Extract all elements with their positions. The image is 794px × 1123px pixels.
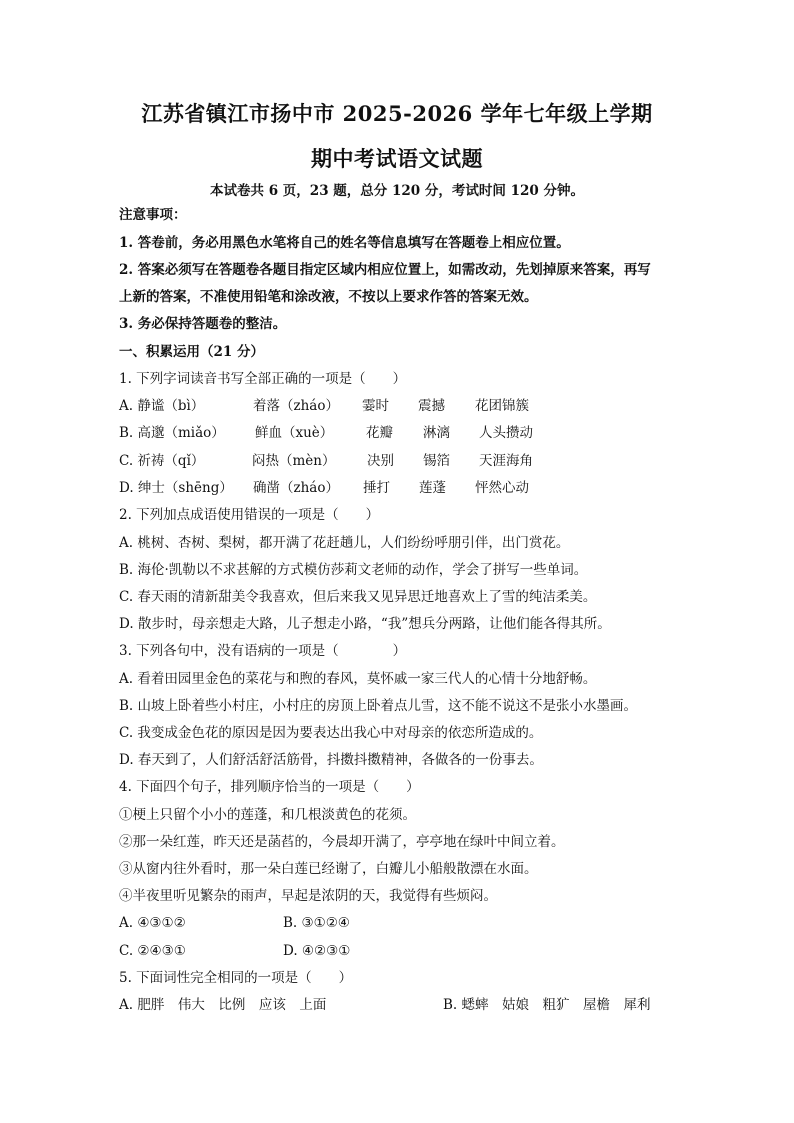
q1-a-word4: 震撼: [418, 398, 445, 414]
notice-item-2-line2: 上新的答案，不准使用铅笔和涂改液，不按以上要求作答的答案无效。: [119, 289, 538, 305]
q5-stem: 5. 下面词性完全相同的一项是（ ）: [119, 970, 353, 986]
q3-stem: 3. 下列各句中，没有语病的一项是（ ）: [119, 643, 407, 659]
q1-b-label: B. 高邈（miǎo）: [119, 425, 225, 441]
q3-option-c: C. 我变成金色花的原因是因为要表达出我心中对母亲的依恋所造成的。: [119, 725, 543, 741]
q4-sentence-1: ①梗上只留个小小的莲蓬，和几根淡黄色的花须。: [119, 807, 416, 823]
q1-d-label: D. 绅士（shēng）: [119, 480, 233, 496]
section-1-heading: 一、积累运用（21 分）: [119, 344, 264, 360]
q1-c-word5: 天涯海角: [479, 453, 533, 469]
q1-stem: 1. 下列字词读音书写全部正确的一项是（ ）: [119, 371, 407, 387]
q1-a-word3: 霎时: [362, 398, 389, 414]
q4-stem: 4. 下面四个句子，排列顺序恰当的一项是（ ）: [119, 779, 420, 795]
q1-d-word4: 莲蓬: [419, 480, 446, 496]
notice-item-3: 3. 务必保持答题卷的整洁。: [119, 316, 287, 332]
notice-item-2-line1: 2. 答案必须写在答题卷各题目指定区域内相应位置上，如需改动，先划掉原来答案，再写: [119, 262, 651, 278]
q1-b-word3: 花瓣: [366, 425, 393, 441]
exam-info: 本试卷共 6 页，23 题，总分 120 分，考试时间 120 分钟。: [210, 183, 584, 199]
exam-title-line2: 期中考试语文试题: [311, 146, 483, 171]
q1-c-label: C. 祈祷（qǐ）: [119, 453, 205, 469]
q1-c-word4: 锡箔: [423, 453, 450, 469]
q2-option-c: C. 春天雨的清新甜美令我喜欢，但后来我又见异思迁地喜欢上了雪的纯洁柔美。: [119, 589, 597, 605]
q4-sentence-2: ②那一朵红莲，昨天还是菡萏的，今晨却开满了，亭亭地在绿叶中间立着。: [119, 834, 565, 850]
q1-b-word5: 人头攒动: [479, 425, 533, 441]
q2-option-b: B. 海伦·凯勒以不求甚解的方式模仿莎莉文老师的动作，学会了拼写一些单词。: [119, 562, 588, 578]
q4-option-d: D. ④②③①: [283, 943, 351, 959]
q1-c-word3: 决别: [367, 453, 394, 469]
q2-stem: 2. 下列加点成语使用错误的一项是（ ）: [119, 507, 380, 523]
exam-title-line1: 江苏省镇江市扬中市 2025-2026 学年七年级上学期: [141, 101, 653, 126]
q1-a-word2: 着落（zháo）: [253, 398, 339, 414]
q1-d-word3: 捶打: [363, 480, 390, 496]
notice-item-1: 1. 答卷前，务必用黑色水笔将自己的姓名等信息填写在答题卷上相应位置。: [119, 235, 570, 251]
q5-option-a: A. 肥胖 伟大 比例 应该 上面: [119, 997, 327, 1013]
q4-option-a: A. ④③①②: [119, 915, 186, 931]
q3-option-b: B. 山坡上卧着些小村庄，小村庄的房顶上卧着点儿雪，这不能不说这不是张小水墨画。: [119, 698, 638, 714]
q1-a-label: A. 静谧（bì）: [119, 398, 205, 414]
q2-option-d: D. 散步时，母亲想走大路，儿子想走小路，“我”想兵分两路，让他们能各得其所。: [119, 616, 611, 632]
notice-heading: 注意事项：: [119, 207, 187, 223]
q2-option-a: A. 桃树、杏树、梨树，都开满了花赶趟儿，人们纷纷呼朋引伴，出门赏花。: [119, 535, 570, 551]
q4-option-b: B. ③①②④: [283, 915, 350, 931]
q1-d-word5: 怦然心动: [475, 480, 529, 496]
q1-d-word2: 确凿（zháo）: [253, 480, 339, 496]
q1-a-word5: 花团锦簇: [475, 398, 529, 414]
q1-b-word2: 鲜血（xuè）: [255, 425, 334, 441]
q4-option-c: C. ②④③①: [119, 943, 186, 959]
q3-option-a: A. 看着田园里金色的菜花与和煦的春风，莫怀戚一家三代人的心情十分地舒畅。: [119, 671, 597, 687]
q4-sentence-4: ④半夜里听见繁杂的雨声，早起是浓阴的天，我觉得有些烦闷。: [119, 888, 497, 904]
q1-b-word4: 淋漓: [423, 425, 450, 441]
q1-c-word2: 闷热（mèn）: [252, 453, 336, 469]
q4-sentence-3: ③从窗内往外看时，那一朵白莲已经谢了，白瓣儿小船般散漂在水面。: [119, 861, 538, 877]
q3-option-d: D. 春天到了，人们舒活舒活筋骨，抖擞抖擞精神，各做各的一份事去。: [119, 752, 543, 768]
q5-option-b: B. 蟋蟀 姑娘 粗犷 屋檐 犀利: [443, 997, 651, 1013]
